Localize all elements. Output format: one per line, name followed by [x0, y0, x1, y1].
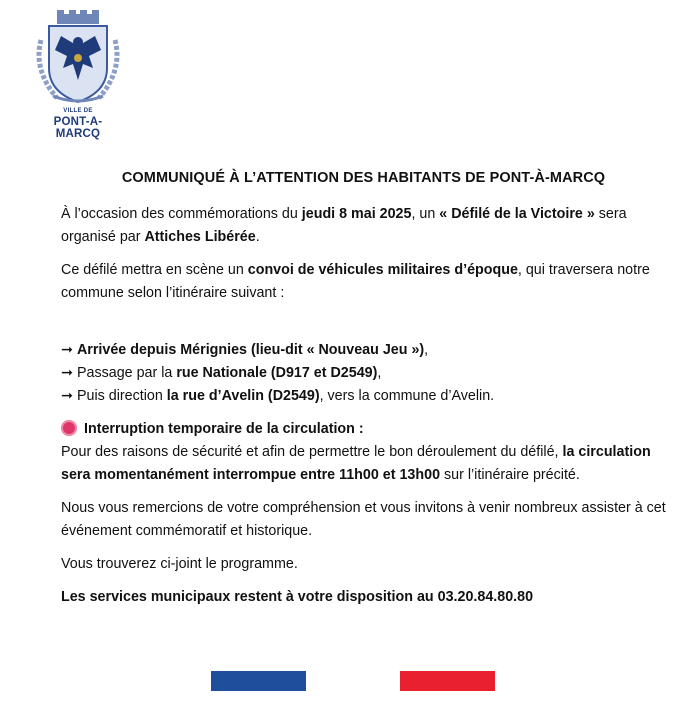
convoy-highlight: convoi de véhicules militaires d’époque — [247, 262, 518, 278]
logo-subtitle: VILLE DE — [63, 108, 93, 114]
interruption-paragraph — [61, 441, 673, 487]
flag-blue-stripe — [211, 671, 306, 691]
arrow-right-icon: ➞ — [61, 365, 73, 381]
interruption-hours: la circulation sera momentanément interrompue entre 11h00 et 13h00 — [61, 444, 651, 483]
route-origin: Arrivée depuis Mérignies (lieu-dit « Nouveau Jeu ») — [76, 342, 425, 358]
thanks-paragraph: Nous vous remercions de votre compréhension et vous invitons à venir nombreux assister à cet événement commémoratif et historique. — [61, 500, 666, 539]
interruption-text: Pour des raisons de sécurité et afin de permettre le bon déroulement du défilé, — [61, 444, 563, 460]
arrow-right-icon: ➞ — [61, 388, 73, 404]
interruption-heading — [61, 418, 673, 441]
route-street: rue Nationale (D917 et D2549) — [176, 365, 378, 381]
intro-text: À l’occasion des commémorations du — [61, 206, 302, 222]
organizer-name: Attiches Libérée — [144, 229, 256, 245]
intro-text: , un — [411, 206, 440, 222]
convoy-paragraph — [61, 259, 673, 305]
communique-body — [61, 203, 673, 609]
event-date: jeudi 8 mai 2025 — [301, 206, 412, 222]
route-text: , vers la commune d’Avelin. — [319, 388, 495, 404]
program-paragraph: Vous trouverez ci-joint le programme. — [61, 556, 298, 572]
interruption-title: Interruption temporaire de la circulation : — [84, 421, 364, 437]
route-text: Passage par la — [76, 365, 177, 381]
convoy-text: Ce défilé mettra en scène un — [61, 262, 248, 278]
french-flag — [211, 671, 495, 691]
route-text: Puis direction — [76, 388, 167, 404]
interruption-text: sur l’itinéraire précité. — [440, 467, 580, 483]
logo-city-name: PONT-A-MARCQ — [53, 116, 103, 140]
route-item-2 — [61, 362, 673, 385]
stop-sign-icon — [61, 420, 77, 436]
convoy-text: , qui traversera notre commune selon l’itinéraire suivant : — [61, 262, 650, 301]
communique-title: COMMUNIQUÉ À L’ATTENTION DES HABITANTS DE PONT-À-MARCQ — [121, 170, 606, 186]
intro-text: sera organisé par — [61, 206, 627, 245]
route-street: la rue d’Avelin (D2549) — [166, 388, 320, 404]
route-punct: , — [424, 342, 429, 358]
flag-white-stripe — [306, 671, 401, 691]
city-logo — [33, 10, 123, 140]
event-name: « Défilé de la Victoire » — [439, 206, 595, 222]
services-contact: Les services municipaux restent à votre disposition au 03.20.84.80.80 — [61, 589, 534, 605]
intro-text: . — [255, 229, 260, 245]
coat-of-arms-icon — [33, 10, 123, 108]
route-item-1 — [61, 339, 673, 362]
arrow-right-icon: ➞ — [61, 342, 73, 358]
flag-red-stripe — [400, 671, 495, 691]
route-punct: , — [377, 365, 382, 381]
route-item-3 — [61, 385, 673, 408]
intro-paragraph — [61, 203, 673, 249]
services-paragraph — [61, 586, 673, 609]
